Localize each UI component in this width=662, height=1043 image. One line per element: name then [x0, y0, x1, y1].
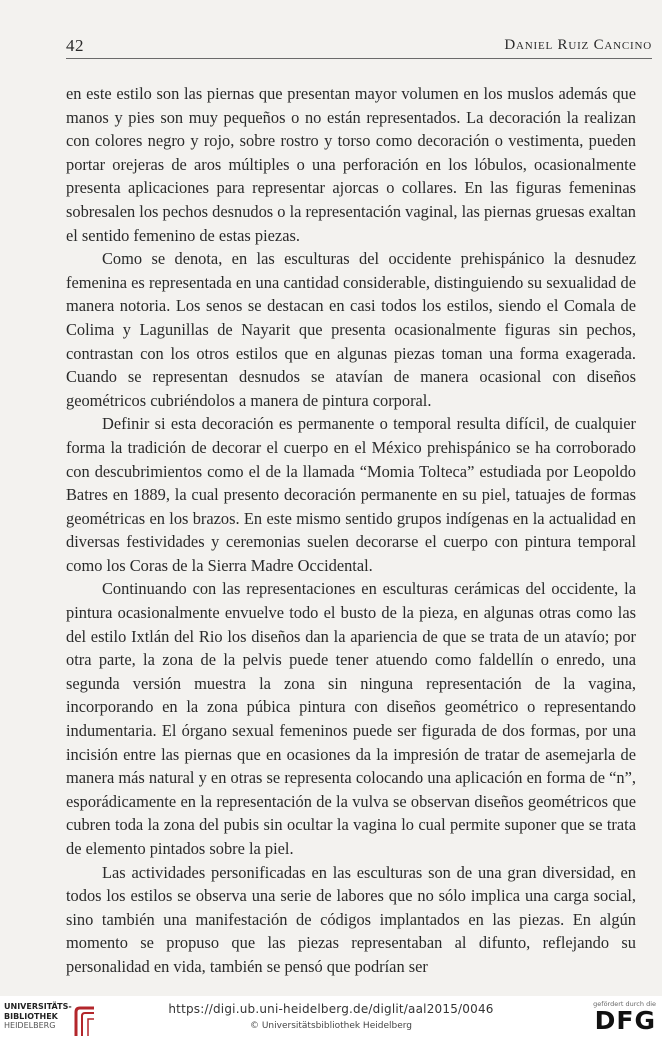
paragraph: Definir si esta decoración es permanente o temporal resulta difícil, de cualquier forma la tradición de decorar el cuerpo en el México prehispánico se ha corroborado con descubrimientos como el de la llamada “Momia Tolteca” estudiada por Leopoldo Batres en 1889, la cual presento decoración permanente en su piel, tatuajes de formas geométricas en los brazos. En este mismo sentido grupos indígenas en la actualidad en diversas festividades y ceremonias suelen decorarse el cuerpo con pintura temporal como los Coras de la Sierra Madre Occidental.	[66, 414, 636, 575]
library-name-line1: UNIVERSITÄTS-	[4, 1002, 72, 1011]
page-header	[66, 36, 652, 59]
copyright-notice: © Universitätsbibliothek Heidelberg	[249, 1021, 412, 1031]
digitization-footer	[0, 996, 662, 1043]
page-number: 42	[66, 36, 84, 55]
library-name-line2: BIBLIOTHEK	[4, 1011, 58, 1021]
funder-caption: gefördert durch die	[593, 1000, 656, 1008]
body-text	[66, 82, 636, 979]
paragraph: Como se denota, en las esculturas del occidente prehispánico la desnudez femenina es representada en una cantidad considerable, distinguiendo su sexualidad de manera notoria. Los senos se destacan en casi todos los estilos, siendo el Comala de Colima y Lagunillas de Nayarit que presenta ocasionalmente figuras sin pechos, contrastan con los otros estilos que en algunas piezas toman una forma exagerada. Cuando se representan desnudos se atavían de manera ocasional con diseños geométricos cubriéndolos a manera de pintura corporal.	[66, 249, 636, 410]
paragraph: en este estilo son las piernas que presentan mayor volumen en los muslos además que manos y pies son muy pequeños o no están representados. La decoración la realizan con colores negro y rojo, sobre rostro y torso como decoración o vestimenta, pueden portar orejeras de aros múltiples o una perforación en los lóbulos, ocasionalmente presenta aplicaciones para representar ajorcas o collares. En las figuras femeninas sobresalen los pechos desnudos o la representación vaginal, las piernas gruesas exaltan el sentido femenino de estas piezas.	[66, 84, 636, 245]
dfg-wordmark: DFG	[594, 1006, 656, 1035]
dfg-logo[interactable]	[576, 1000, 656, 1034]
running-head: Daniel Ruiz Cancino	[504, 37, 652, 53]
permalink-url[interactable]: https://digi.ub.uni-heidelberg.de/diglit/aal2015/0046	[168, 1002, 494, 1016]
library-name-line3: HEIDELBERG	[4, 1021, 56, 1030]
paragraph: Las actividades personificadas en las esculturas son de una gran diversidad, en todos los estilos se observa una serie de labores que no sólo implica una carga social, sino también una manifestación de códigos implantados en las piezas. En algún momento se propuso que las piezas representaban al difunto, reflejando su personalidad en vida, también se pensó que podrían ser	[66, 862, 636, 976]
paragraph: Continuando con las representaciones en esculturas cerámicas del occidente, la pintura ocasionalmente envuelve todo el busto de la pieza, en algunas otras como las del estilo Ixtlán del Rio los diseños dan la apariencia de que se trata de un atavío; por otra parte, la zona de la pelvis puede tener atuendo como faldellín o enredo, una segunda versión muestra la zona sin ninguna representación de la vagina, incorporando en la zona púbica pintura con diseños geométrico o representando indumentaria. El órgano sexual femeninos puede ser figurada de dos formas, por una incisión entre las piernas que en ocasiones da la impresión de tratar de asemejarla de manera más natural y en otras se representa colocando una aplicación en forma de “n”, esporádicamente en la representación de la vulva se observan diseños geométricos que cubren toda la zona del pubis sin ocultar la vagina lo cual permite suponer que se trata de elemento pintados sobre la piel.	[66, 579, 636, 858]
